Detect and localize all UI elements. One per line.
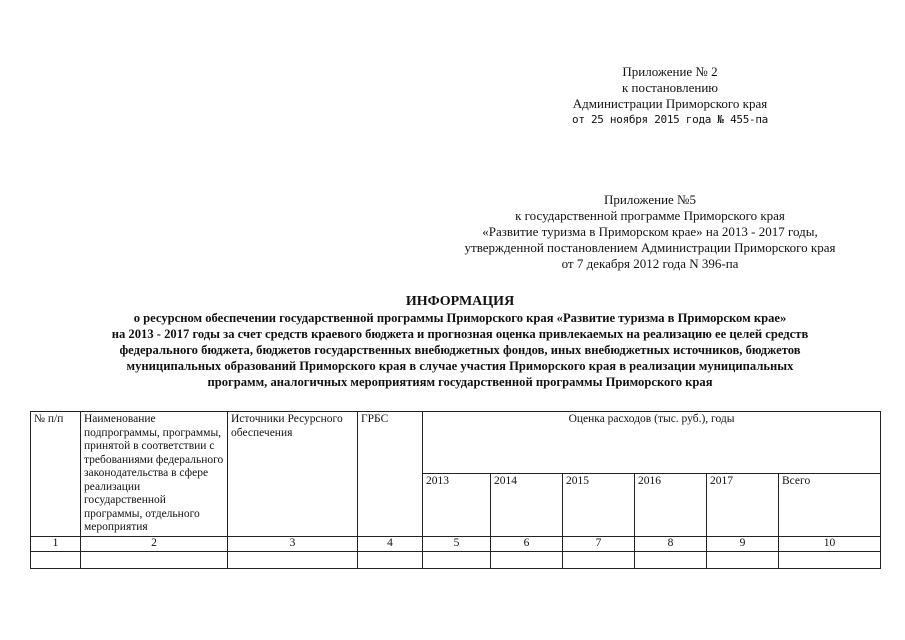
title-line: о ресурсном обеспечении государственной программы Приморского края «Развитие туризма в Приморском крае»	[133, 311, 787, 325]
table-cell	[423, 551, 491, 568]
table-cell	[635, 551, 707, 568]
title-line: программ, аналогичных мероприятиям государственной программы Приморского края	[207, 375, 713, 389]
table-header-row	[31, 412, 881, 474]
appendix-5-line: Приложение №5	[604, 192, 696, 207]
table-cell	[81, 551, 228, 568]
header-name: Наименование подпрограммы, программы, принятой в соответствии с требованиями федерального законодательства в сфере реализации государственной программы, отдельного мероприятия	[81, 412, 228, 537]
appendix-5-line: «Развитие туризма в Приморском крае» на 2013 - 2017 годы,	[482, 224, 818, 239]
table-row	[31, 551, 881, 568]
header-year: 2014	[491, 474, 563, 536]
column-number: 6	[491, 536, 563, 551]
appendix-5-line: к государственной программе Приморского края	[515, 208, 785, 223]
table-cell	[491, 551, 563, 568]
column-number: 4	[358, 536, 423, 551]
header-year: 2016	[635, 474, 707, 536]
column-number: 8	[635, 536, 707, 551]
appendix-2-line: Администрации Приморского края	[572, 96, 768, 111]
column-number: 2	[81, 536, 228, 551]
table-cell	[228, 551, 358, 568]
header-year: 2013	[423, 474, 491, 536]
table-cell	[707, 551, 779, 568]
header-year: 2015	[563, 474, 635, 536]
header-source: Источники Ресурсного обеспечения	[228, 412, 358, 537]
header-year: 2017	[707, 474, 779, 536]
title-heading: ИНФОРМАЦИЯ	[405, 294, 515, 309]
header-grbs: ГРБС	[358, 412, 423, 537]
header-estimate: Оценка расходов (тыс. руб.), годы	[423, 412, 881, 474]
appendix-2-line: к постановлению	[621, 80, 719, 95]
header-total: Всего	[779, 474, 881, 536]
table-cell	[358, 551, 423, 568]
column-numbers-row	[31, 536, 881, 551]
appendix-2-header	[540, 64, 800, 128]
title-line: федерального бюджета, бюджетов государственных внебюджетных фондов, иных внебюджетных источников, бюджетов	[119, 343, 801, 357]
column-number: 7	[563, 536, 635, 551]
title-line: муниципальных образований Приморского края в случае участия Приморского края в реализации муниципальных	[126, 359, 794, 373]
appendix-5-line: от 7 декабря 2012 года N 396-па	[561, 256, 739, 271]
appendix-5-line: утвержденной постановлением Администрации Приморского края	[464, 240, 836, 255]
table-cell	[563, 551, 635, 568]
resource-table	[30, 411, 881, 569]
header-number: № п/п	[31, 412, 81, 537]
column-number: 5	[423, 536, 491, 551]
title-line: на 2013 - 2017 годы за счет средств краевого бюджета и прогнозная оценка привлекаемых на реализацию ее целей средств	[111, 327, 809, 341]
document-title	[20, 294, 900, 390]
column-number: 9	[707, 536, 779, 551]
appendix-2-line: Приложение № 2	[622, 64, 718, 79]
appendix-2-date-stamp: от 25 ноября 2015 года № 455-па	[572, 113, 768, 126]
table-cell	[31, 551, 81, 568]
column-number: 10	[779, 536, 881, 551]
appendix-5-header	[420, 192, 880, 272]
table-cell	[779, 551, 881, 568]
column-number: 1	[31, 536, 81, 551]
column-number: 3	[228, 536, 358, 551]
